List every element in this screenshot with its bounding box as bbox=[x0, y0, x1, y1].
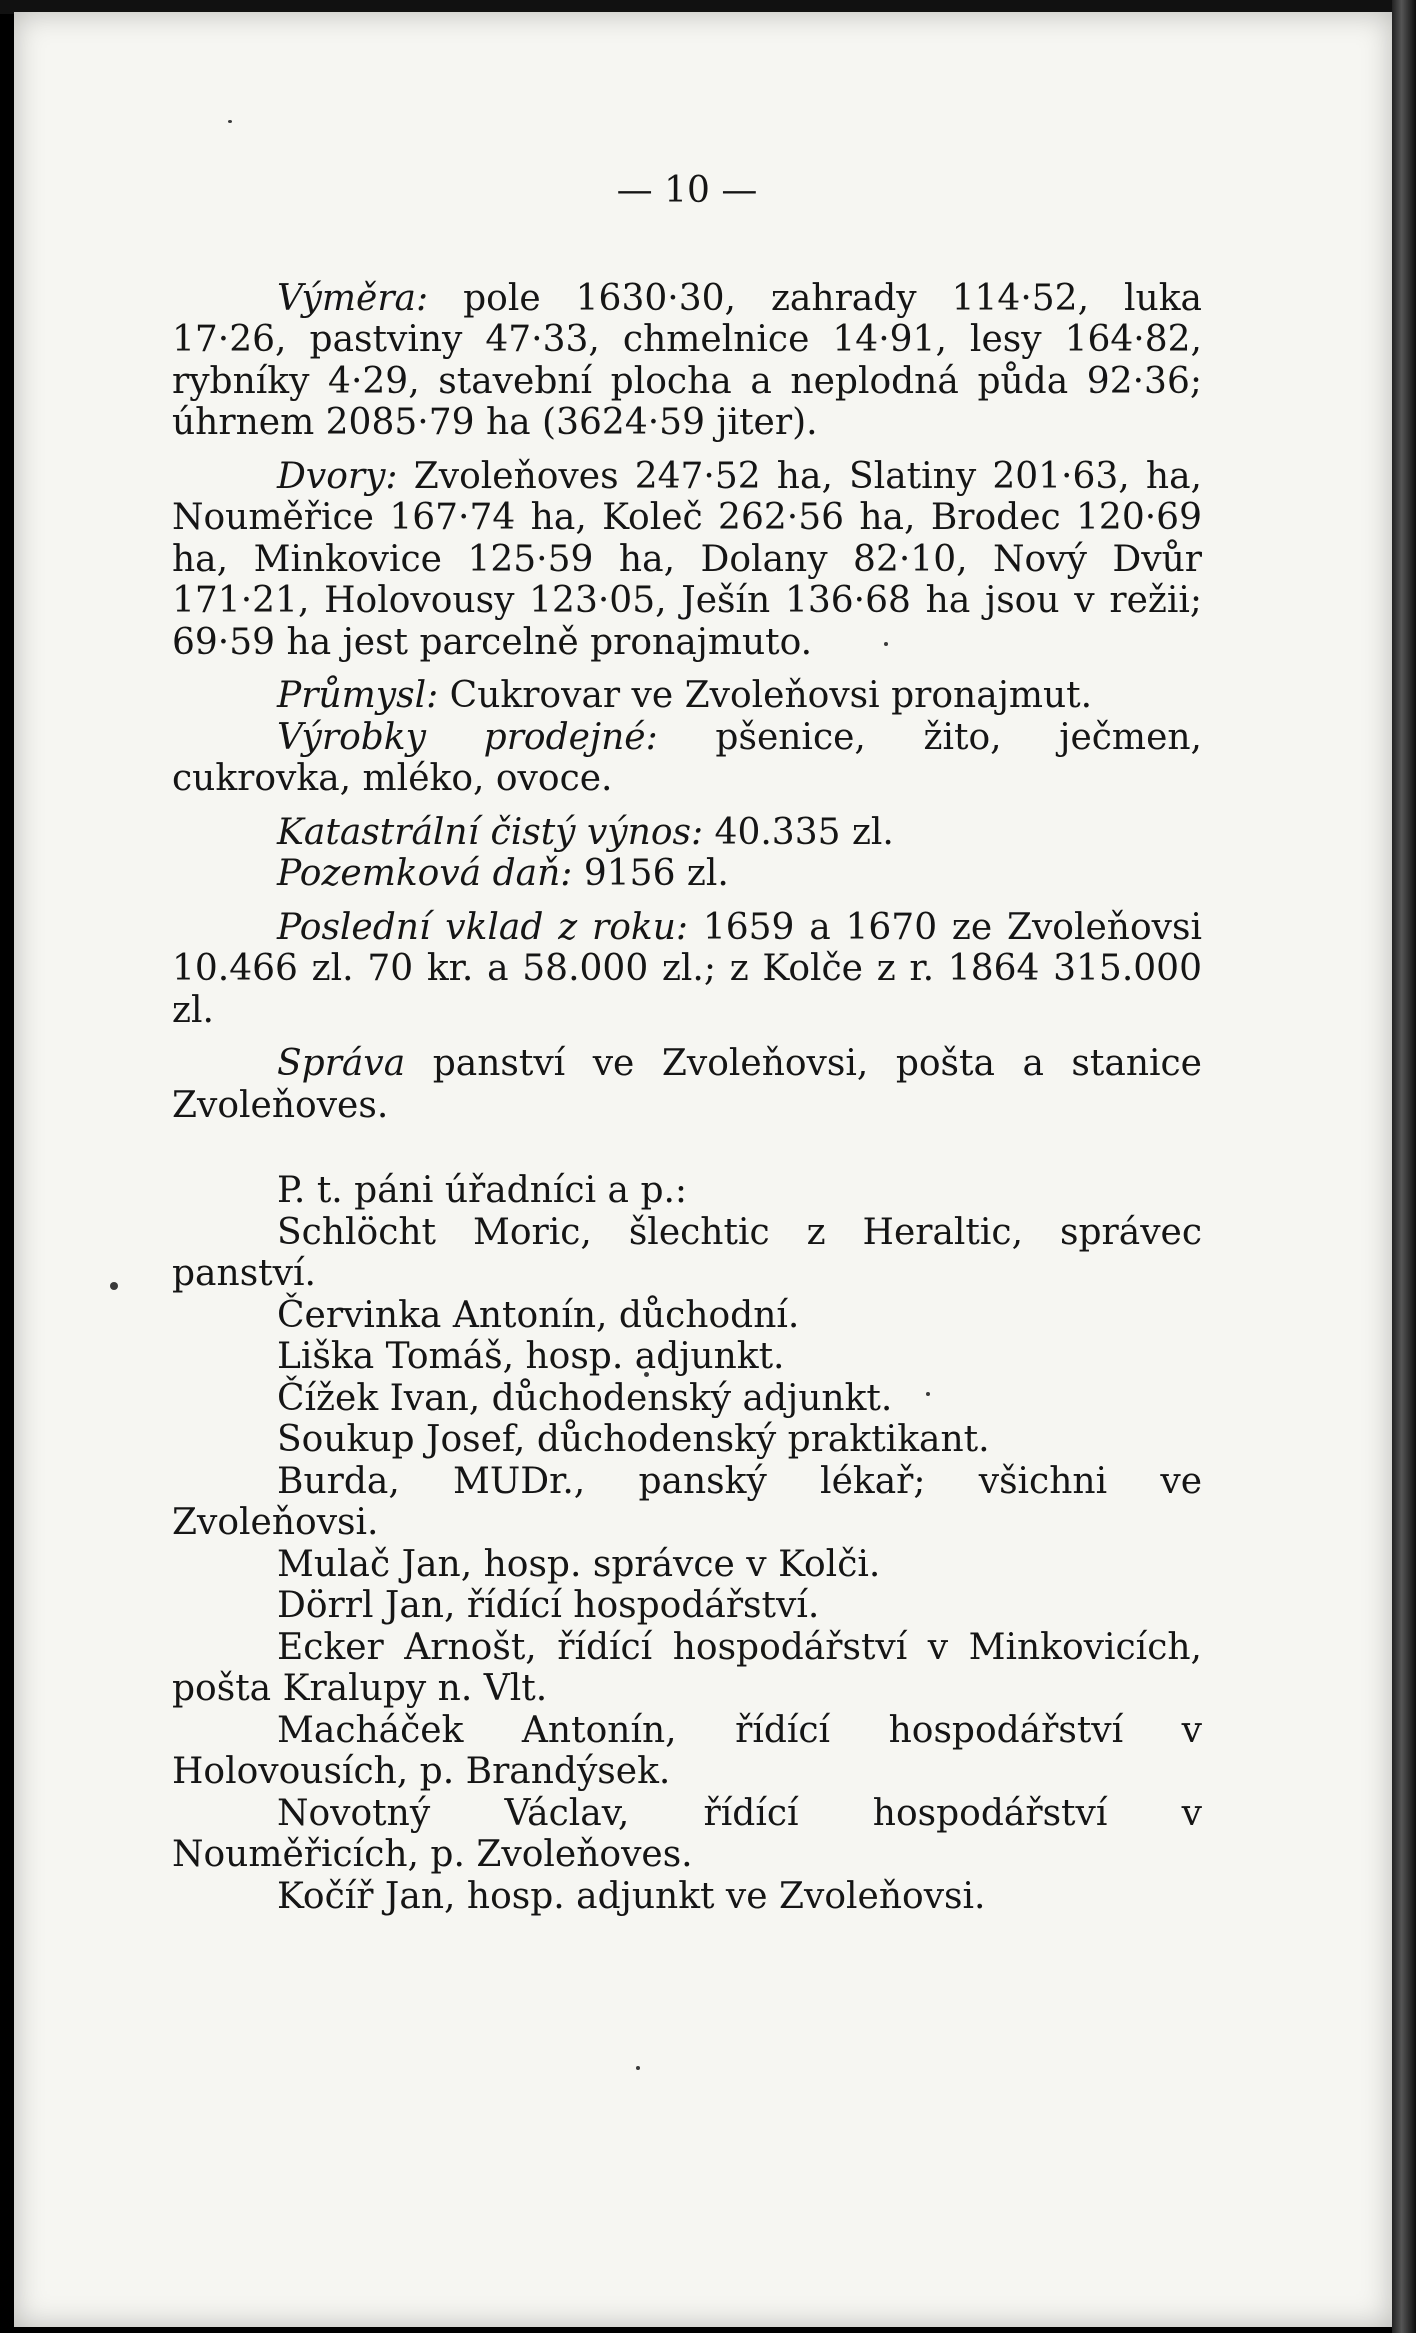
paragraph-dan bbox=[172, 853, 1202, 895]
paragraph-label: Výměra: bbox=[277, 277, 429, 319]
paragraph-text: 40.335 zl. bbox=[714, 811, 894, 853]
scan-speck bbox=[636, 2066, 640, 2070]
paragraph-label: Správa bbox=[277, 1043, 406, 1084]
paragraph-sprava bbox=[172, 1043, 1202, 1126]
official-entry: Macháček Antonín, řídící hospodářství v Holovousích, p. Brandýsek. bbox=[172, 1709, 1202, 1792]
paragraph-text: Zvoleňoves 247·52 ha, Slatiny 201·63, ha, Nouměřice 167·74 ha, Koleč 262·56 ha, Brodec 120·69 ha, Minkovice 125·59 ha, Dolany 82·10, Nový Dvůr 171·21, Holovousy 123·05, Ješín 136·68 ha jsou v režii; 69·59 ha jest parcelně pronajmuto. bbox=[172, 455, 1202, 663]
official-entry: Liška Tomáš, hosp. adjunkt. bbox=[277, 1336, 785, 1377]
official-entry: Ecker Arnošt, řídící hospodářství v Minkovicích, pošta Kralupy n. Vlt. bbox=[172, 1626, 1202, 1709]
official-entry: Novotný Václav, řídící hospodářství v Nouměřicích, p. Zvoleňoves. bbox=[172, 1792, 1202, 1875]
official-entry: Červinka Antonín, důchodní. bbox=[277, 1294, 800, 1336]
official-entry: Schlöcht Moric, šlechtic z Heraltic, správec panství. bbox=[172, 1211, 1202, 1294]
page-number: — 10 — bbox=[616, 170, 758, 211]
paragraph-prumysl bbox=[172, 675, 1202, 717]
paragraph-text: panství ve Zvoleňovsi, pošta a stanice Zvoleňoves. bbox=[172, 1043, 1202, 1126]
paragraph-vymera bbox=[172, 278, 1202, 444]
paragraph-vklad bbox=[172, 907, 1202, 1032]
paragraph-katastr bbox=[172, 812, 1202, 854]
paragraph-label: Výrobky prodejné: bbox=[277, 716, 658, 758]
paragraph-text: pole 1630·30, zahrady 114·52, luka 17·26, pastviny 47·33, chmelnice 14·91, lesy 164·82, rybníky 4·29, stavební plocha a neplodná půda 92·36; úhrnem 2085·79 ha (3624·59 jiter). bbox=[172, 277, 1202, 443]
paragraph-label: Pozemková daň: bbox=[277, 853, 573, 894]
official-entry: Kočíř Jan, hosp. adjunkt ve Zvoleňovsi. bbox=[277, 1875, 986, 1917]
paragraph-text: 9156 zl. bbox=[583, 853, 729, 894]
official-entry: Dörrl Jan, řídící hospodářství. bbox=[277, 1585, 820, 1626]
paragraph-vyrobky bbox=[172, 717, 1202, 800]
paragraph-text: 1659 a 1670 ze Zvoleňovsi 10.466 zl. 70 kr. a 58.000 zl.; z Kolče z r. 1864 315.000 zl. bbox=[172, 906, 1202, 1031]
official-entry: Mulač Jan, hosp. správce v Kolči. bbox=[277, 1543, 881, 1585]
paragraph-label: Průmysl: bbox=[277, 675, 439, 716]
paragraph-label: Katastrální čistý výnos: bbox=[277, 811, 704, 853]
scan-speck bbox=[228, 120, 232, 123]
paragraph-text: Cukrovar ve Zvoleňovsi pronajmut. bbox=[449, 675, 1093, 716]
page-content bbox=[172, 170, 1202, 1917]
scan-right-edge bbox=[1392, 0, 1416, 2333]
official-entry: Soukup Josef, důchodenský praktikant. bbox=[277, 1419, 990, 1460]
paragraph-dvory bbox=[172, 456, 1202, 664]
official-entry: Čížek Ivan, důchodenský adjunkt. bbox=[277, 1377, 893, 1419]
officials-heading: P. t. páni úřadníci a p.: bbox=[277, 1170, 688, 1211]
paragraph-label: Poslední vklad z roku: bbox=[277, 906, 689, 948]
scan-speck bbox=[110, 1282, 118, 1290]
official-entry: Burda, MUDr., panský lékař; všichni ve Zvoleňovsi. bbox=[172, 1460, 1202, 1543]
paragraph-text: pšenice, žito, ječmen, cukrovka, mléko, ovoce. bbox=[172, 716, 1202, 799]
paragraph-label: Dvory: bbox=[277, 455, 398, 497]
